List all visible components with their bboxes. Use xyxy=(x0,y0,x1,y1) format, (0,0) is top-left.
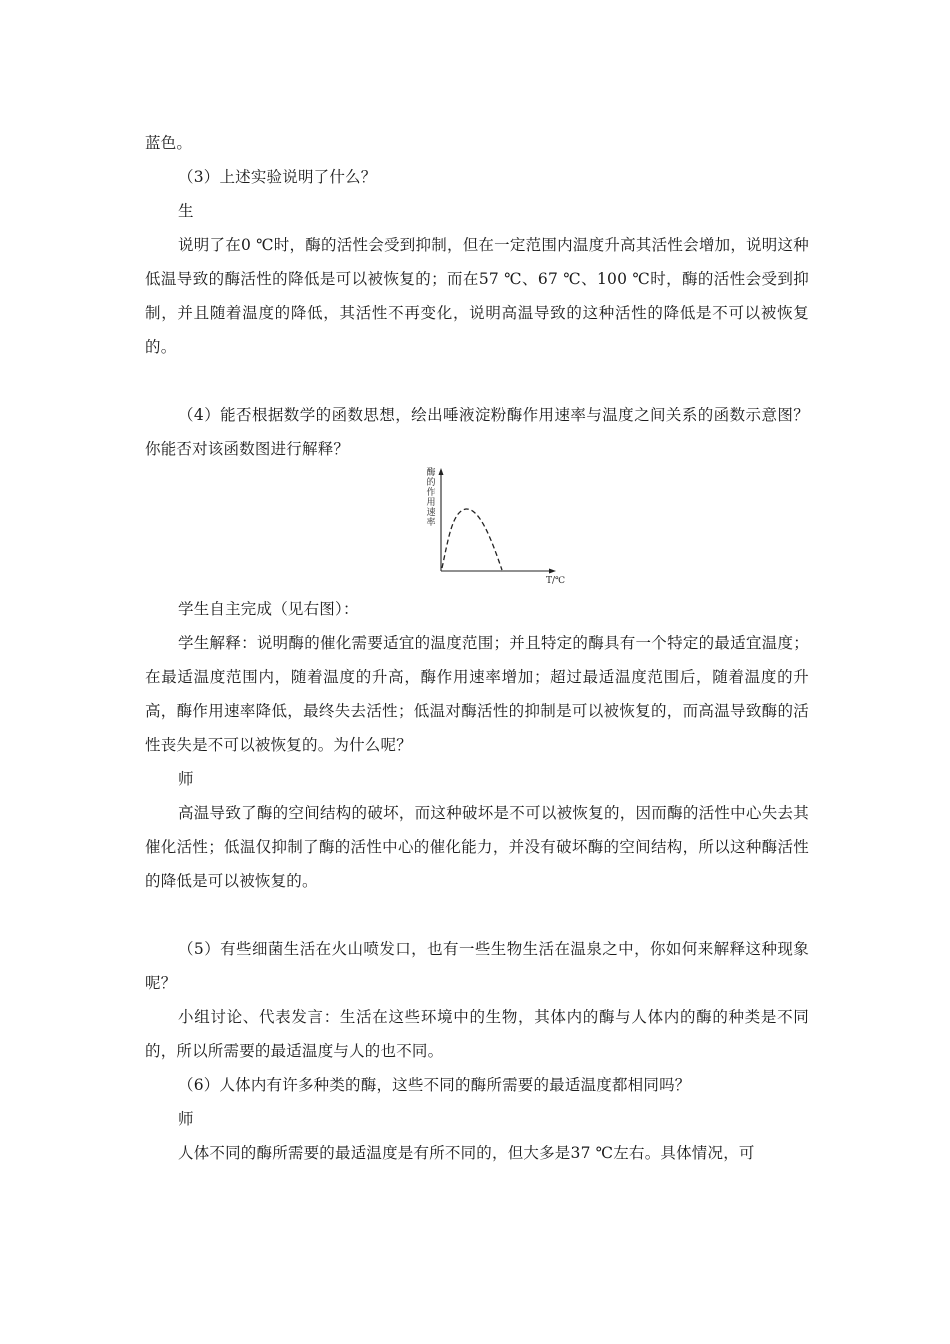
ylabel-char: 率 xyxy=(426,518,436,528)
y-axis-arrow xyxy=(439,468,444,475)
teacher-explanation: 高温导致了酶的空间结构的破坏，而这种破坏是不可以被恢复的，因而酶的活性中心失去其催化活性；低温仅抑制了酶的活性中心的催化能力，并没有破坏酶的空间结构，所以这种酶活性的降低是可以被恢复的。 xyxy=(145,804,809,890)
speaker-teacher-2: 师 xyxy=(178,1110,194,1128)
x-axis-arrow xyxy=(549,569,556,574)
question-5: （5）有些细菌生活在火山喷发口，也有一些生物生活在温泉之中，你如何来解释这种现象呢？ xyxy=(145,940,809,992)
enzyme-rate-temperature-figure xyxy=(410,463,570,593)
group-discussion: 小组讨论、代表发言：生活在这些环境中的生物，其体内的酶与人体内的酶的种类是不同的，所以所需要的最适温度与人的也不同。 xyxy=(145,1008,809,1060)
paragraph-continuation: 蓝色。 xyxy=(145,134,193,152)
ylabel-char: 酶 xyxy=(426,468,436,478)
question-6: （6）人体内有许多种类的酶，这些不同的酶所需要的最适温度都相同吗？ xyxy=(178,1076,691,1094)
teacher-answer-6: 人体不同的酶所需要的最适温度是有所不同的，但大多是37 ℃左右。具体情况，可 xyxy=(178,1144,755,1162)
ylabel-char: 速 xyxy=(426,508,436,518)
rate-curve xyxy=(442,509,502,570)
y-axis-label xyxy=(426,466,435,528)
question-3: （3）上述实验说明了什么？ xyxy=(178,168,377,186)
ylabel-char: 用 xyxy=(426,498,436,508)
student-explanation: 学生解释：说明酶的催化需要适宜的温度范围；并且特定的酶具有一个特定的最适宜温度；在最适温度范围内，随着温度的升高，酶作用速率增加；超过最适温度范围后，随着温度的升高，酶作用速率降低，最终失去活性；低温对酶活性的抑制是可以被恢复的，而高温导致酶的活性丧失是不可以被恢复的。为什么呢？ xyxy=(145,634,809,754)
ylabel-char: 的 xyxy=(426,478,436,488)
ylabel-char: 作 xyxy=(426,488,436,498)
enzyme-curve-svg xyxy=(410,463,570,593)
x-axis-label: T/℃ xyxy=(546,576,566,586)
speaker-student: 生 xyxy=(178,202,194,220)
student-complete-note: 学生自主完成（见右图）： xyxy=(178,600,359,618)
question-4: （4）能否根据数学的函数思想，绘出唾液淀粉酶作用速率与温度之间关系的函数示意图？你能否对该函数图进行解释？ xyxy=(145,406,809,458)
speaker-teacher: 师 xyxy=(178,770,194,788)
student-answer-3: 说明了在0 ℃时，酶的活性会受到抑制，但在一定范围内温度升高其活性会增加，说明这种低温导致的酶活性的降低是可以被恢复的；而在57 ℃、67 ℃、100 ℃时，酶的活性会受到抑制，并且随着温度的降低，其活性不再变化，说明高温导致的这种活性的降低是不可以被恢复的。 xyxy=(145,236,809,356)
